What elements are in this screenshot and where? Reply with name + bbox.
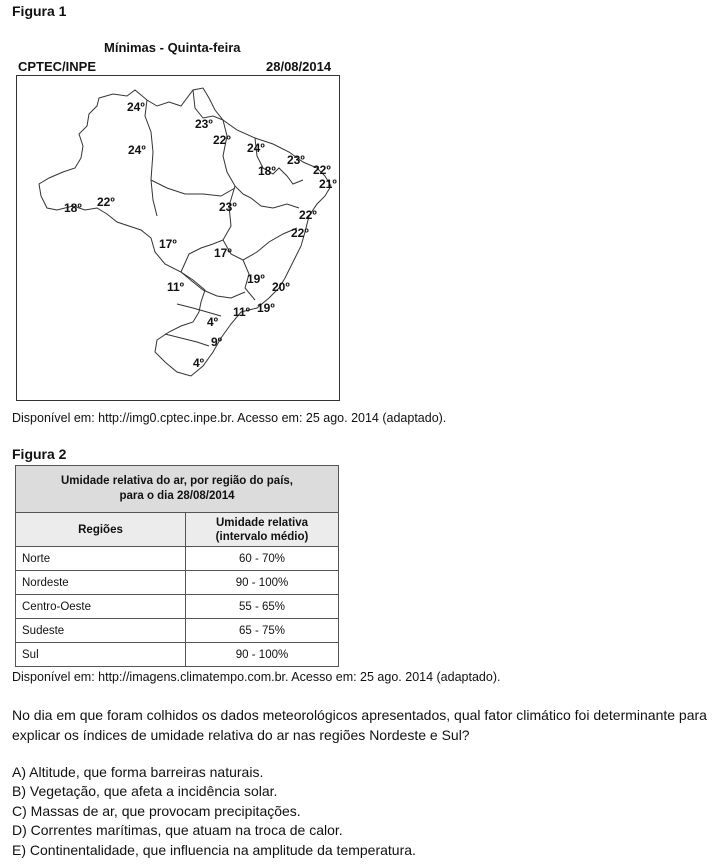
temperature-label: 20º xyxy=(272,280,290,294)
map-date: 28/08/2014 xyxy=(266,59,332,74)
temperature-label: 22º xyxy=(97,195,115,209)
humidity-cell: 60 - 70% xyxy=(186,547,339,571)
temperature-label: 11º xyxy=(233,305,251,319)
temperature-label: 21º xyxy=(319,177,337,191)
region-cell: Norte xyxy=(16,547,186,571)
temperature-label: 19º xyxy=(247,272,265,286)
table-row xyxy=(16,547,339,571)
humidity-table xyxy=(15,465,339,667)
temperature-label: 22º xyxy=(213,133,231,147)
map-title: Mínimas - Quinta-feira xyxy=(104,40,241,55)
brazil-map xyxy=(16,75,340,401)
answer-options xyxy=(12,763,416,860)
temperature-label: 9º xyxy=(211,335,223,349)
question-stem: No dia em que foram colhidos os dados meteorológicos apresentados, qual fator climático foi determinante para explicar os índices de umidade relativa do ar nas regiões Nordeste e Sul? xyxy=(12,707,707,743)
temperature-label: 24º xyxy=(127,100,145,114)
temperature-label: 18º xyxy=(258,164,276,178)
table-title xyxy=(16,466,339,513)
col-header-humidity-line1: Umidade relativa xyxy=(215,516,309,529)
table-title-line2: para o dia 28/08/2014 xyxy=(119,490,235,502)
temperature-label: 17º xyxy=(159,237,177,251)
figure1-source: Disponível em: http://img0.cptec.inpe.br. Acesso em: 25 ago. 2014 (adaptado). xyxy=(12,411,447,425)
temperature-label: 17º xyxy=(214,246,232,260)
temperature-label: 22º xyxy=(291,226,309,240)
option-e[interactable]: E) Continentalidade, que influencia na amplitude da temperatura. xyxy=(12,841,416,858)
table-row xyxy=(16,595,339,619)
table-title-line1: Umidade relativa do ar, por região do país, xyxy=(61,475,293,487)
temperature-label: 24º xyxy=(247,141,265,155)
temperature-label: 22º xyxy=(299,208,317,222)
col-header-humidity-line2: (intervalo médio) xyxy=(215,530,309,543)
humidity-cell: 90 - 100% xyxy=(186,643,339,667)
temperature-label: 4º xyxy=(207,315,219,329)
table-row xyxy=(16,571,339,595)
col-header-humidity xyxy=(186,513,339,547)
option-a[interactable]: A) Altitude, que forma barreiras naturais. xyxy=(12,764,264,780)
region-cell: Nordeste xyxy=(16,571,186,595)
table-row xyxy=(16,643,339,667)
region-cell: Sul xyxy=(16,643,186,667)
region-cell: Sudeste xyxy=(16,619,186,643)
figure2-source: Disponível em: http://imagens.climatempo.com.br. Acesso em: 25 ago. 2014 (adaptado). xyxy=(12,670,501,684)
map-org: CPTEC/INPE xyxy=(18,59,97,74)
table-row xyxy=(16,619,339,643)
option-c[interactable]: C) Massas de ar, que provocam precipitações. xyxy=(12,802,301,819)
brazil-states-outline xyxy=(17,76,339,400)
option-b[interactable]: B) Vegetação, que afeta a incidência solar. xyxy=(12,783,278,800)
region-cell: Centro-Oeste xyxy=(16,595,186,619)
humidity-cell: 55 - 65% xyxy=(186,595,339,619)
humidity-cell: 65 - 75% xyxy=(186,619,339,643)
temperature-label: 11º xyxy=(167,280,185,294)
temperature-label: 23º xyxy=(195,117,213,131)
temperature-label: 22º xyxy=(313,163,331,177)
temperature-label: 19º xyxy=(257,301,275,315)
temperature-label: 23º xyxy=(287,153,305,167)
temperature-label: 4º xyxy=(193,356,205,370)
figure2-label: Figura 2 xyxy=(12,446,67,462)
col-header-regions: Regiões xyxy=(16,513,186,547)
temperature-label: 18º xyxy=(64,201,82,215)
figure1-label: Figura 1 xyxy=(12,3,67,19)
humidity-cell: 90 - 100% xyxy=(186,571,339,595)
option-d[interactable]: D) Correntes marítimas, que atuam na troca de calor. xyxy=(12,822,343,839)
temperature-label: 24º xyxy=(128,143,146,157)
temperature-label: 23º xyxy=(219,200,237,214)
